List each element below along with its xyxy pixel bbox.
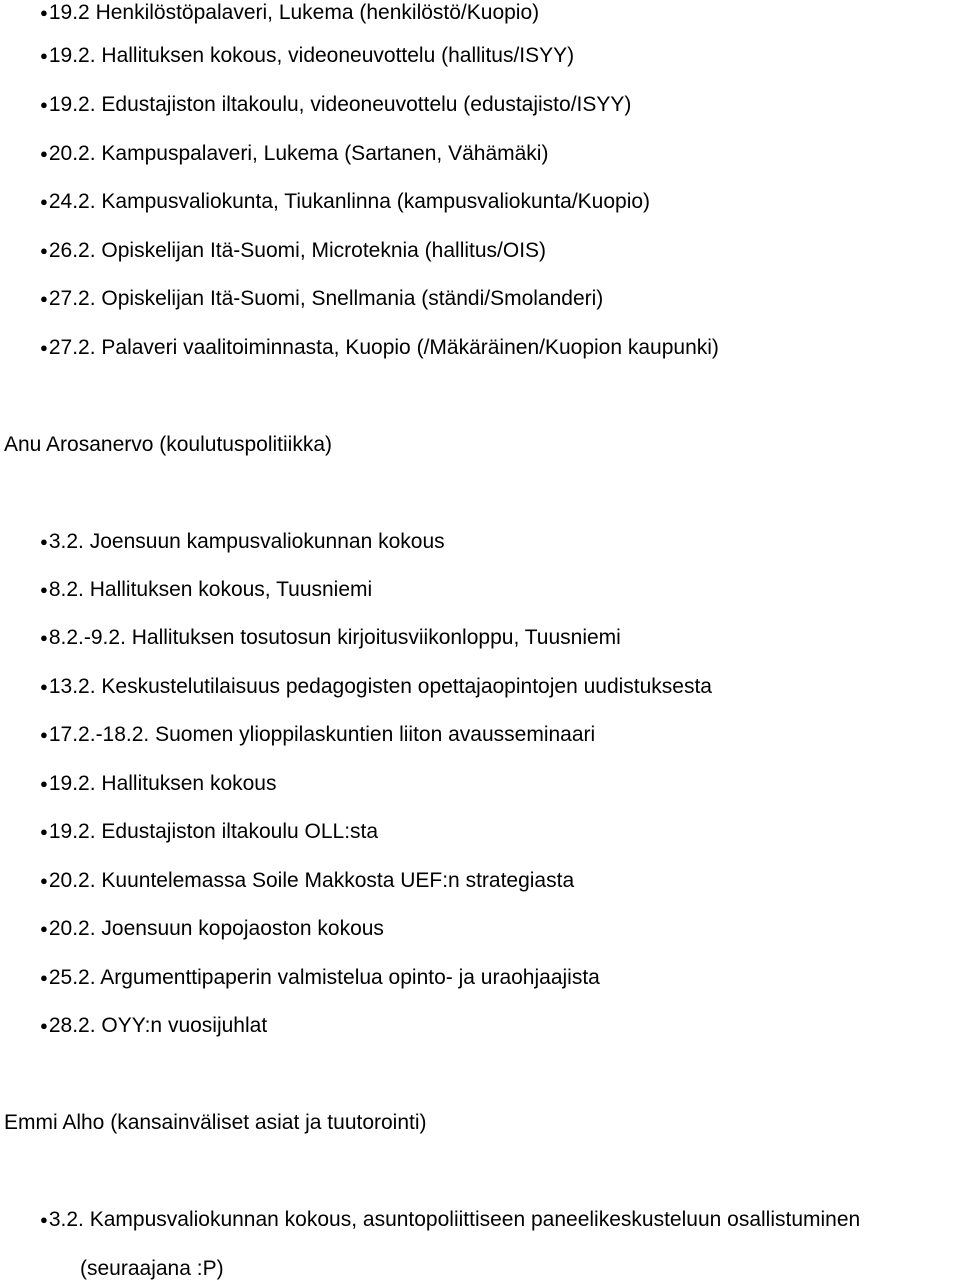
bullet-icon: ● <box>40 243 48 258</box>
list-item: ●19.2. Edustajiston iltakoulu OLL:sta <box>40 820 379 843</box>
bullet-icon: ● <box>40 630 48 645</box>
list-item: ●27.2. Opiskelijan Itä-Suomi, Snellmania (ständi/Smolanderi) <box>40 287 604 310</box>
list-item: ●3.2. Joensuun kampusvaliokunnan kokous <box>40 530 445 553</box>
list-item: ●20.2. Kuuntelemassa Soile Makkosta UEF:n strategiasta <box>40 869 575 892</box>
section-heading: Anu Arosanervo (koulutuspolitiikka) <box>4 433 333 456</box>
bullet-icon: ● <box>40 970 48 985</box>
list-item: ●20.2. Joensuun kopojaoston kokous <box>40 917 384 940</box>
list-item: ●19.2. Hallituksen kokous <box>40 772 277 795</box>
list-item: ●19.2 Henkilöstöpalaveri, Lukema (henkilöstö/Kuopio) <box>40 1 540 24</box>
bullet-icon: ● <box>40 5 48 20</box>
list-item: ●17.2.-18.2. Suomen ylioppilaskuntien liiton avausseminaari <box>40 723 596 746</box>
list-item: ●26.2. Opiskelijan Itä-Suomi, Microteknia (hallitus/OIS) <box>40 239 547 262</box>
bullet-icon: ● <box>40 194 48 209</box>
list-item: ●19.2. Edustajiston iltakoulu, videoneuvottelu (edustajisto/ISYY) <box>40 93 632 116</box>
list-item-continuation: (seuraajana :P) <box>80 1257 224 1280</box>
bullet-icon: ● <box>40 727 48 742</box>
list-item: ●20.2. Kampuspalaveri, Lukema (Sartanen, Vähämäki) <box>40 142 549 165</box>
bullet-icon: ● <box>40 534 48 549</box>
list-item: ●27.2. Palaveri vaalitoiminnasta, Kuopio (/Mäkäräinen/Kuopion kaupunki) <box>40 336 719 359</box>
bullet-icon: ● <box>40 48 48 63</box>
list-item: ●8.2.-9.2. Hallituksen tosutosun kirjoitusviikonloppu, Tuusniemi <box>40 626 621 649</box>
bullet-icon: ● <box>40 1018 48 1033</box>
list-item: ●19.2. Hallituksen kokous, videoneuvottelu (hallitus/ISYY) <box>40 44 575 67</box>
bullet-icon: ● <box>40 582 48 597</box>
list-item: ●13.2. Keskustelutilaisuus pedagogisten opettajaopintojen uudistuksesta <box>40 675 712 698</box>
bullet-icon: ● <box>40 776 48 791</box>
bullet-icon: ● <box>40 824 48 839</box>
list-item: ●28.2. OYY:n vuosijuhlat <box>40 1014 268 1037</box>
bullet-icon: ● <box>40 873 48 888</box>
bullet-icon: ● <box>40 291 48 306</box>
list-item: ●3.2. Kampusvaliokunnan kokous, asuntopoliittiseen paneelikeskusteluun osallistuminen <box>40 1208 861 1231</box>
section-heading: Emmi Alho (kansainväliset asiat ja tuutorointi) <box>4 1111 427 1134</box>
bullet-icon: ● <box>40 97 48 112</box>
bullet-icon: ● <box>40 340 48 355</box>
list-item: ●24.2. Kampusvaliokunta, Tiukanlinna (kampusvaliokunta/Kuopio) <box>40 190 651 213</box>
list-item: ●8.2. Hallituksen kokous, Tuusniemi <box>40 578 373 601</box>
bullet-icon: ● <box>40 146 48 161</box>
bullet-icon: ● <box>40 1212 48 1227</box>
list-item: ●25.2. Argumenttipaperin valmistelua opinto- ja uraohjaajista <box>40 966 600 989</box>
bullet-icon: ● <box>40 679 48 694</box>
bullet-icon: ● <box>40 921 48 936</box>
